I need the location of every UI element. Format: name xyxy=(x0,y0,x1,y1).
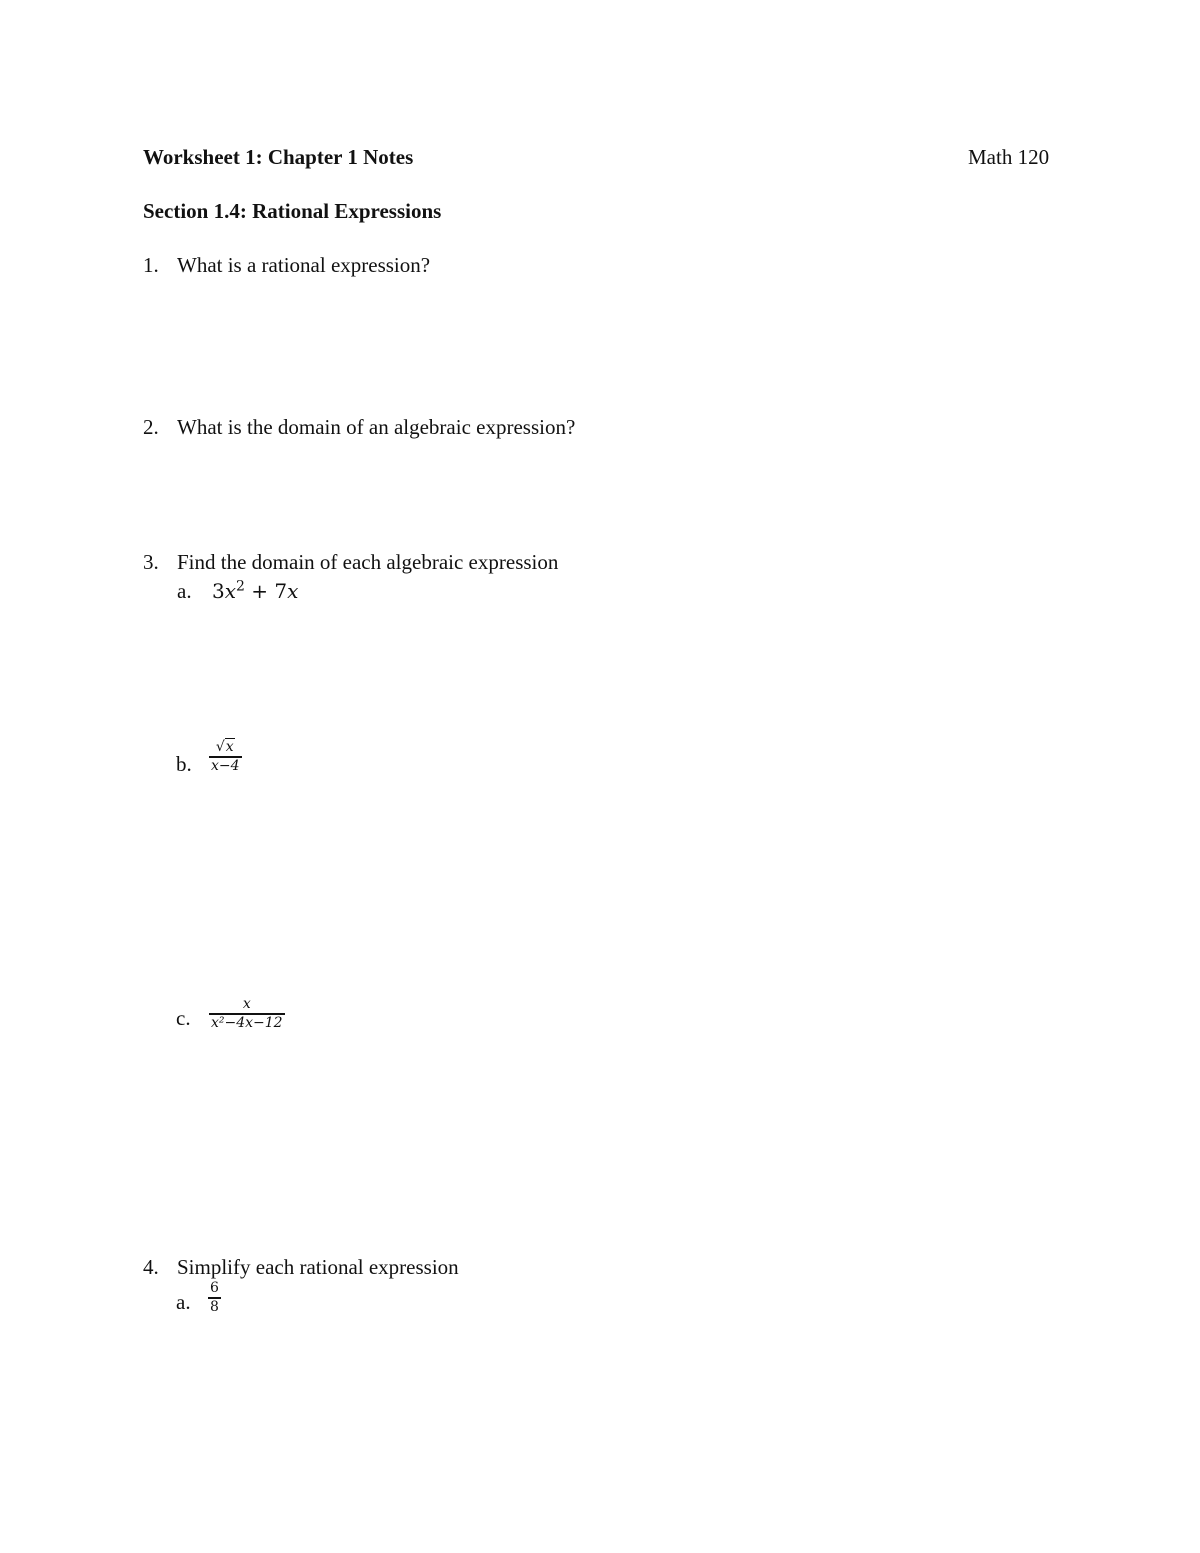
fraction-denominator: 8 xyxy=(210,1299,219,1315)
radicand: x xyxy=(225,739,234,755)
question-2-number: 2. xyxy=(143,415,159,439)
question-3a-label: a. xyxy=(177,579,192,603)
worksheet-title: Worksheet 1: Chapter 1 Notes xyxy=(143,145,414,169)
fraction-denominator: x²−4x−12 xyxy=(211,1015,283,1031)
section-title: Section 1.4: Rational Expressions xyxy=(143,199,442,223)
fraction-numerator: 6 xyxy=(210,1280,219,1296)
sqrt-expression xyxy=(216,740,235,755)
course-name: Math 120 xyxy=(968,145,1050,169)
question-3a-expression xyxy=(212,578,298,604)
expr-exponent: 2 xyxy=(236,578,245,595)
question-4-text: Simplify each rational expression xyxy=(177,1255,459,1279)
question-1-text: What is a rational expression? xyxy=(177,253,431,277)
fraction-numerator xyxy=(214,740,237,756)
fraction-numerator: x xyxy=(242,996,251,1012)
expr-variable: x xyxy=(224,579,237,603)
question-3b-label: b. xyxy=(176,752,192,776)
radical-sign: √ xyxy=(215,739,225,755)
question-3-text: Find the domain of each algebraic expression xyxy=(177,550,559,574)
expr-variable-2: x xyxy=(287,579,299,603)
fraction-denominator: x−4 xyxy=(211,758,240,774)
question-4a-fraction xyxy=(208,1281,221,1315)
question-2-text: What is the domain of an algebraic expression? xyxy=(177,415,576,439)
question-3c-label: c. xyxy=(176,1006,191,1030)
expr-operator-term: + 7 xyxy=(244,579,288,603)
question-1-number: 1. xyxy=(143,253,159,277)
expr-coefficient: 3 xyxy=(212,579,225,603)
question-3c-fraction xyxy=(209,997,285,1031)
question-3b-fraction xyxy=(209,740,242,774)
question-4a-label: a. xyxy=(176,1290,191,1314)
question-4-number: 4. xyxy=(143,1255,159,1279)
question-3-number: 3. xyxy=(143,550,159,574)
